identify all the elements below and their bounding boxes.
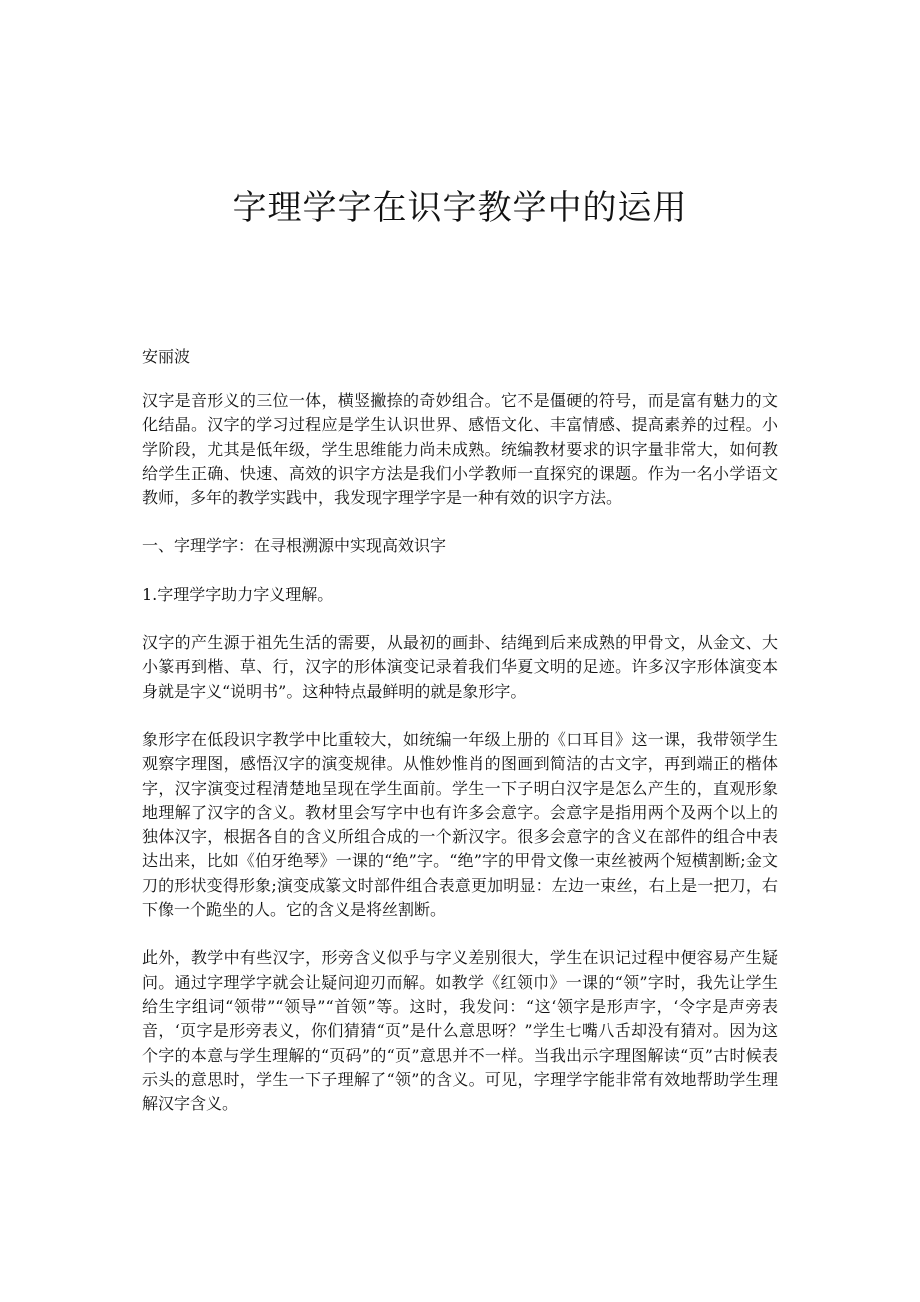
paragraph-intro: 汉字是音形义的三位一体，横竖撇捺的奇妙组合。它不是僵硬的符号，而是富有魅力的文化结晶。汉字的学习过程应是学生认识世界、感悟文化、丰富情感、提高素养的过程。小学阶段，尤其是低年级，学生思维能力尚未成熟。统编教材要求的识字量非常大，如何教给学生正确、快速、高效的识字方法是我们小学教师一直探究的课题。作为一名小学语文教师，多年的教学实践中，我发现字理学字是一种有效的识字方法。 — [142, 391, 778, 508]
subsection-heading: 1.字理学字助力字义理解。 — [142, 584, 334, 604]
author-name: 安丽波 — [142, 347, 191, 366]
section-heading: 一、字理学字：在寻根溯源中实现高效识字 — [142, 536, 447, 556]
document-title: 字理学字在识字教学中的运用 — [232, 188, 688, 228]
paragraph-radical: 此外，教学中有些汉字，形旁含义似乎与字义差别很大，学生在识记过程中便容易产生疑问。通过字理学字就会让疑问迎刃而解。如教学《红领巾》一课的“领”字时，我先让学生给生字组词“领带”“领导”“首领”等。这时，我发问：“这‘领字是形声字，‘令字是声旁表音，‘页字是形旁表义，你们猜猜“页”是什么意思呀？”学生七嘴八舌却没有猜对。因为这个字的本意与学生理解的“页码”的“页”意思并不一样。当我出示字理图解读“页”古时候表示头的意思时，学生一下子理解了“领”的含义。可见，字理学字能非常有效地帮助学生理解汉字含义。 — [142, 948, 778, 1114]
paragraph-origin: 汉字的产生源于祖先生活的需要，从最初的画卦、结绳到后来成熟的甲骨文，从金文、大小篆再到楷、草、行，汉字的形体演变记录着我们华夏文明的足迹。许多汉字形体演变本身就是字义“说明书”。这种特点最鲜明的就是象形字。 — [142, 633, 778, 701]
paragraph-pictograph: 象形字在低段识字教学中比重较大，如统编一年级上册的《口耳目》这一课，我带领学生观察字理图，感悟汉字的演变规律。从惟妙惟肖的图画到简洁的古文字，再到端正的楷体字，汉字演变过程清楚地呈现在学生面前。学生一下子明白汉字是怎么产生的，直观形象地理解了汉字的含义。教材里会写字中也有许多会意字。会意字是指用两个及两个以上的独体汉字，根据各自的含义所组合成的一个新汉字。很多会意字的含义在部件的组合中表达出来，比如《伯牙绝琴》一课的“绝”字。“绝”字的甲骨文像一束丝被两个短横割断;金文刀的形状变得形象;演变成篆文时部件组合表意更加明显：左边一束丝，右上是一把刀，右下像一个跪坐的人。它的含义是将丝割断。 — [142, 729, 778, 920]
document-body — [142, 389, 778, 1140]
